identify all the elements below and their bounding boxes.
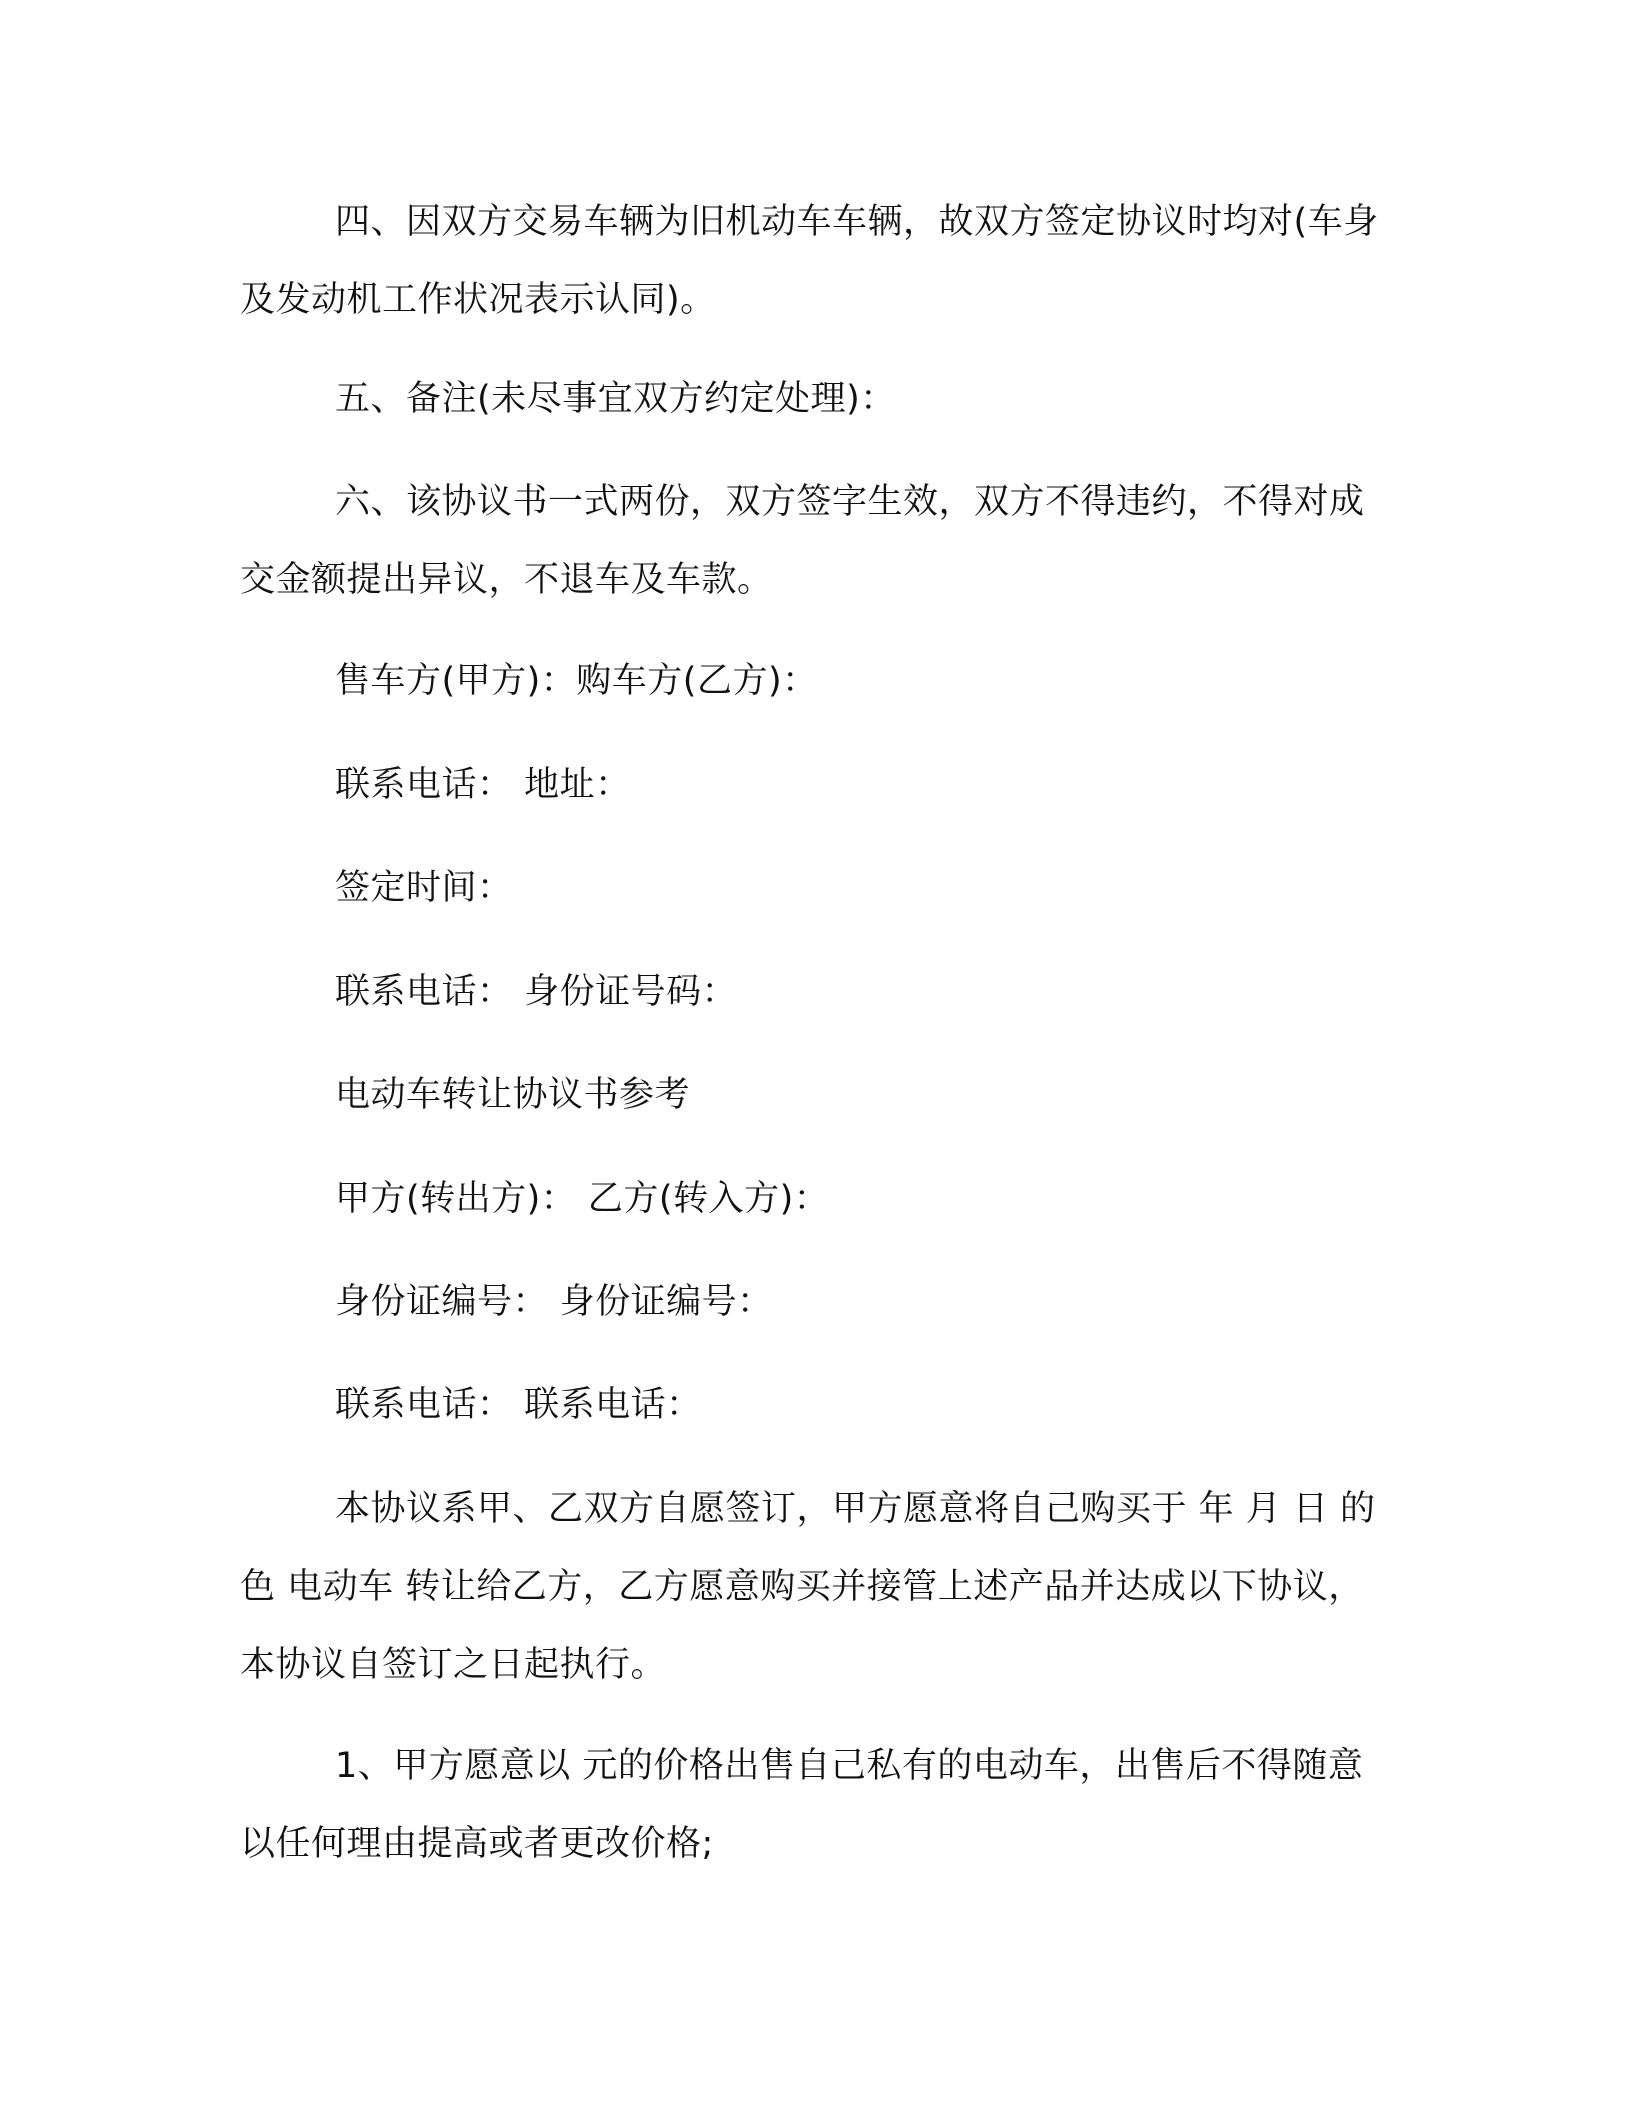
paragraph-ebike-title: 电动车转让协议书参考: [335, 1075, 691, 1115]
paragraph-clause-6: 六、该协议书一式两份，双方签字生效，双方不得违约，不得对成交金额提出异议，不退车及车款。: [240, 482, 1365, 600]
paragraph-signing-time: 签定时间：: [335, 868, 513, 908]
paragraph-phones: 联系电话： 联系电话：: [335, 1385, 702, 1425]
paragraph-phone-id: 联系电话： 身份证号码：: [335, 972, 738, 1012]
paragraph-clause-4: 四、因双方交易车辆为旧机动车车辆，故双方签定协议时均对(车身及发动机工作状况表示认同)。: [240, 202, 1379, 320]
paragraph-seller-buyer: 售车方(甲方)：购车方(乙方)：: [335, 661, 818, 701]
paragraph-agreement-intro: 本协议系甲、乙双方自愿签订，甲方愿意将自己购买于 年 月 日 的 色 电动车 转让给乙方，乙方愿意购买并接管上述产品并达成以下协议，本协议自签订之日起执行。: [240, 1489, 1376, 1685]
paragraph-clause-5: 五、备注(未尽事宜双方约定处理)：: [335, 379, 896, 419]
paragraph-id-numbers: 身份证编号： 身份证编号：: [335, 1282, 773, 1322]
paragraph-party-a-b: 甲方(转出方)： 乙方(转入方)：: [335, 1179, 830, 1219]
paragraph-item-1: 1、甲方愿意以 元的价格出售自己私有的电动车，出售后不得随意以任何理由提高或者更改价格;: [240, 1746, 1364, 1864]
paragraph-phone-address: 联系电话： 地址：: [335, 765, 631, 805]
